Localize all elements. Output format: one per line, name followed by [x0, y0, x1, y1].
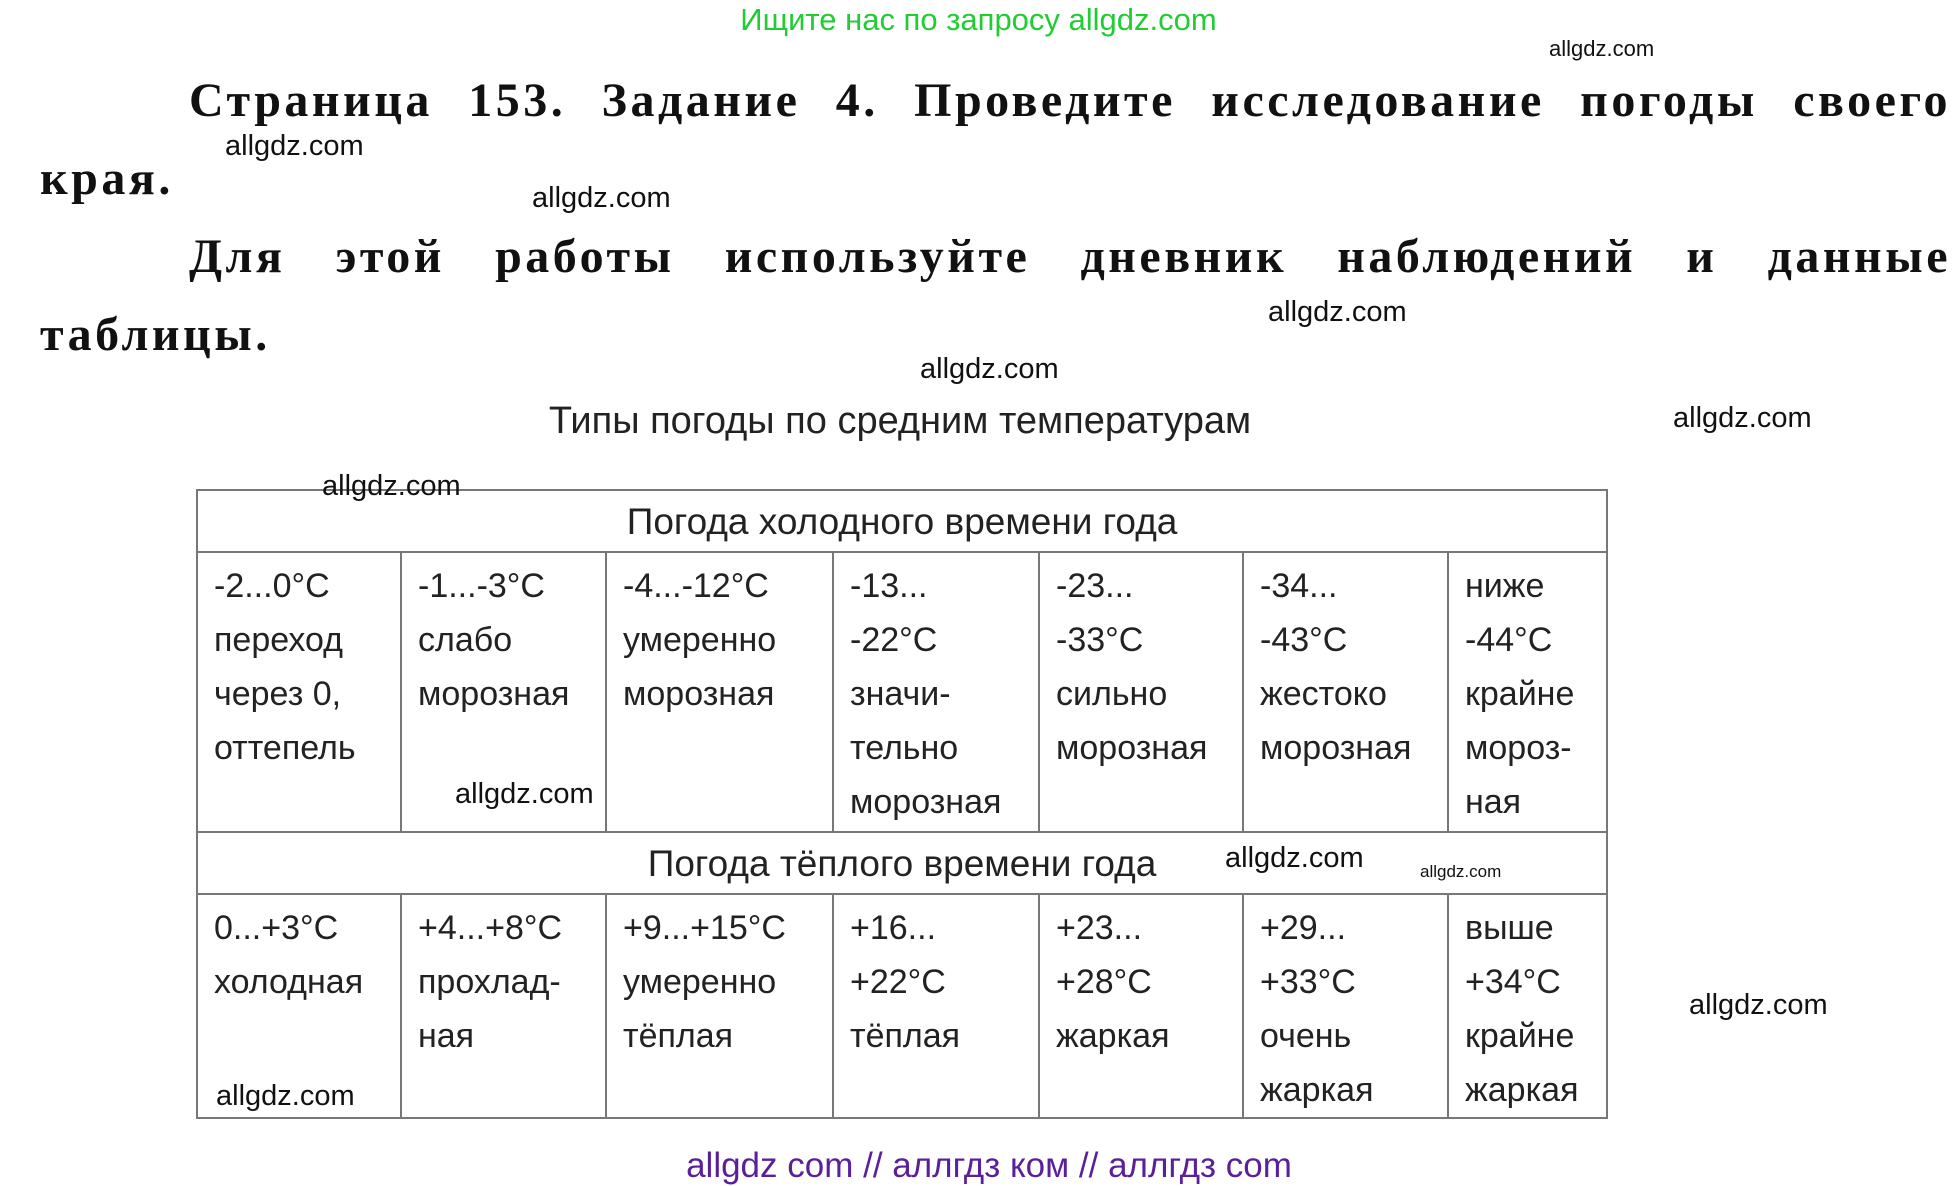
- cell-text: морозная: [623, 675, 775, 713]
- cell-text: +23...: [1056, 909, 1143, 947]
- cell-text: морозная: [850, 783, 1002, 821]
- cell-text: 0...+3°C: [214, 909, 339, 947]
- cell-text: переход: [214, 621, 344, 659]
- cell-text: +34°C: [1465, 963, 1561, 1001]
- cell-text: -23...: [1056, 567, 1134, 605]
- top-banner: Ищите нас по запросу allgdz.com: [740, 2, 1217, 37]
- cell-text: тёплая: [850, 1017, 961, 1055]
- cell-text: морозная: [1260, 729, 1412, 767]
- watermark: allgdz.com: [1225, 842, 1364, 874]
- cell-text: ная: [1465, 783, 1522, 821]
- cell-text: крайне: [1465, 1017, 1575, 1055]
- watermark: allgdz.com: [322, 470, 461, 502]
- warm-season-header: Погода тёплого времени года: [197, 832, 1607, 894]
- cell-text: +22°C: [850, 963, 946, 1001]
- watermark: allgdz.com: [920, 353, 1059, 385]
- cell-text: жаркая: [1260, 1071, 1374, 1109]
- cell-text: -33°C: [1056, 621, 1144, 659]
- cell-text: -4...-12°C: [623, 567, 769, 605]
- watermark: allgdz.com: [1689, 989, 1828, 1021]
- cell-text: сильно: [1056, 675, 1168, 713]
- cell-text: +9...+15°C: [623, 909, 786, 947]
- cell-text: -2...0°C: [214, 567, 330, 605]
- bottom-banner: allgdz com // аллгдз ком // аллгдз com: [686, 1146, 1292, 1185]
- table-cell: [606, 552, 833, 832]
- cell-text: слабо: [418, 621, 513, 659]
- cell-text: -34...: [1260, 567, 1338, 605]
- cell-text: жаркая: [1465, 1071, 1579, 1109]
- cell-text: выше: [1465, 909, 1554, 947]
- cell-text: +16...: [850, 909, 937, 947]
- table-cell: [606, 894, 833, 1118]
- watermark: allgdz.com: [216, 1080, 355, 1112]
- cold-row: [197, 552, 1607, 832]
- cell-text: ная: [418, 1017, 475, 1055]
- cell-text: жаркая: [1056, 1017, 1170, 1055]
- cell-text: холодная: [214, 963, 364, 1001]
- table-cell: [197, 552, 401, 832]
- cell-text: -22°C: [850, 621, 938, 659]
- heading-line-2: Для этой работы используйте дневник наблюдений и данные таблицы.: [40, 230, 1951, 361]
- table-cell: [1039, 894, 1243, 1118]
- cell-text: -1...-3°C: [418, 567, 545, 605]
- table-caption: Типы погоды по средним температурам: [548, 400, 1252, 442]
- cell-text: крайне: [1465, 675, 1575, 713]
- cold-season-header: Погода холодного времени года: [197, 490, 1607, 552]
- cell-text: умеренно: [623, 963, 777, 1001]
- cell-text: очень: [1260, 1017, 1352, 1055]
- cell-text: значи-: [850, 675, 951, 713]
- cell-text: умеренно: [623, 621, 777, 659]
- task-heading: [40, 62, 1951, 374]
- watermark: allgdz.com: [225, 130, 364, 162]
- cell-text: ниже: [1465, 567, 1545, 605]
- table-cell: [1039, 552, 1243, 832]
- watermark: allgdz.com: [455, 778, 594, 810]
- table-cell: [1448, 894, 1607, 1118]
- weather-types-table: [196, 489, 1608, 1119]
- warm-row: [197, 894, 1607, 1118]
- cell-text: мороз-: [1465, 729, 1572, 767]
- cell-text: оттепель: [214, 729, 356, 767]
- cell-text: морозная: [1056, 729, 1208, 767]
- cell-text: +4...+8°C: [418, 909, 563, 947]
- watermark: allgdz.com: [1268, 296, 1407, 328]
- table-cell: [1243, 894, 1448, 1118]
- cell-text: тельно: [850, 729, 959, 767]
- cell-text: +29...: [1260, 909, 1347, 947]
- table-cell: [1448, 552, 1607, 832]
- watermark: allgdz.com: [1673, 402, 1812, 434]
- cell-text: жестоко: [1260, 675, 1387, 713]
- cell-text: прохлад-: [418, 963, 561, 1001]
- cell-text: через 0,: [214, 675, 342, 713]
- cell-text: +33°C: [1260, 963, 1356, 1001]
- watermark: allgdz.com: [1420, 862, 1502, 881]
- cell-text: +28°C: [1056, 963, 1152, 1001]
- watermark: allgdz.com: [1549, 36, 1655, 61]
- cell-text: -13...: [850, 567, 928, 605]
- cell-text: морозная: [418, 675, 570, 713]
- table-cell: [401, 894, 606, 1118]
- cell-text: тёплая: [623, 1017, 734, 1055]
- cell-text: -43°C: [1260, 621, 1348, 659]
- table-cell: [1243, 552, 1448, 832]
- table-cell: [833, 894, 1039, 1118]
- table-cell: [833, 552, 1039, 832]
- heading-line-1: Страница 153. Задание 4. Проведите исследование погоды своего края.: [40, 74, 1951, 205]
- watermark: allgdz.com: [532, 182, 671, 214]
- cell-text: -44°C: [1465, 621, 1553, 659]
